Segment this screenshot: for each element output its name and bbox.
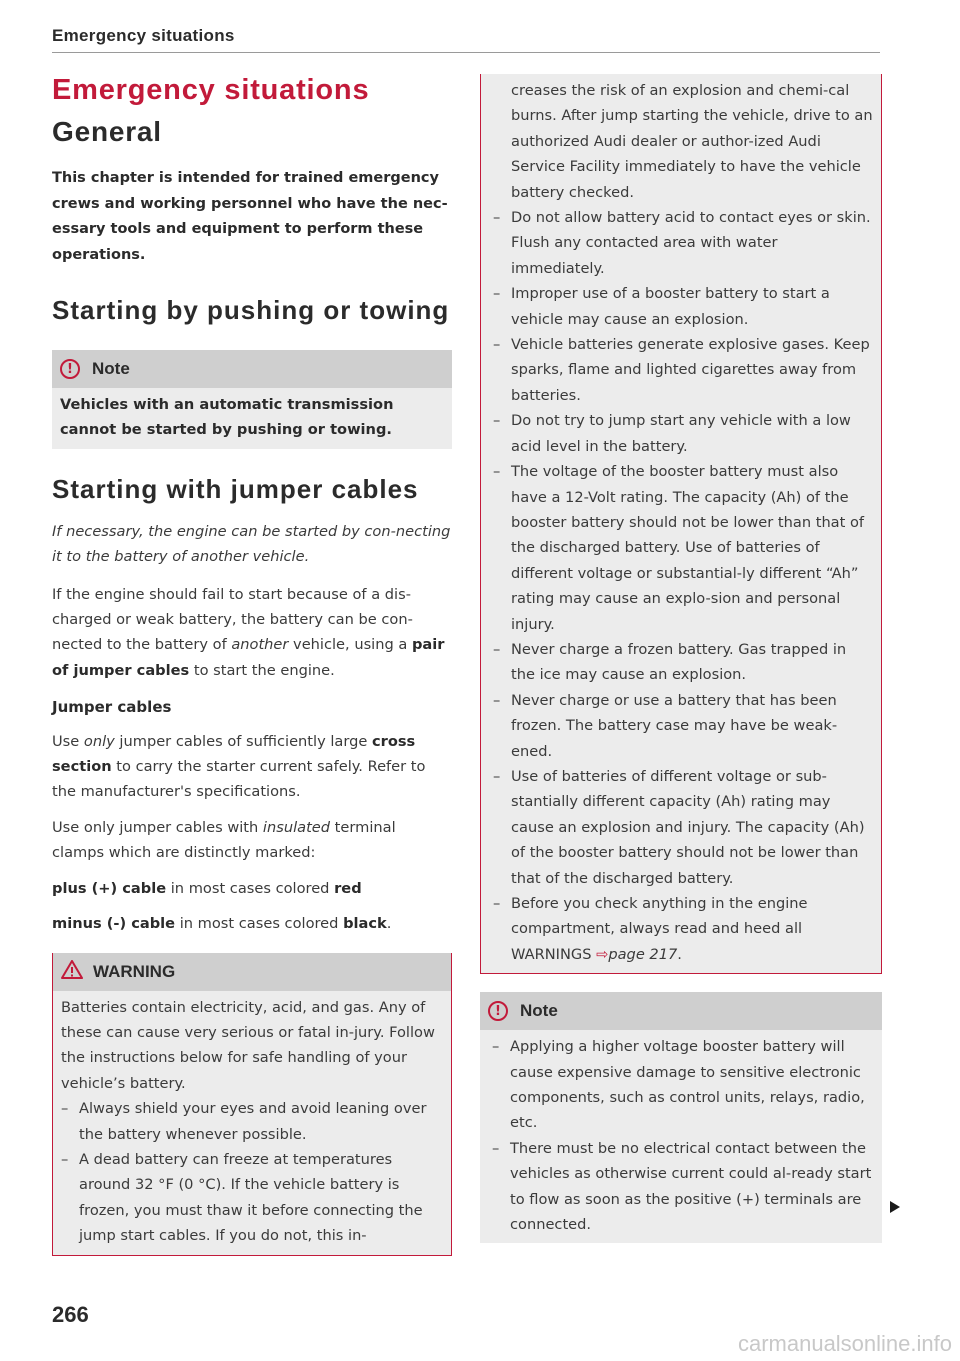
warning-label: WARNING [93, 961, 176, 981]
paragraph-insulated [52, 815, 452, 866]
heading-jumper: Starting with jumper cables [52, 473, 419, 504]
text-run: vehicle, using a [288, 636, 412, 654]
plus-cable-line [52, 876, 452, 901]
list-item: – Improper use of a booster battery to start a vehicle may cause an explosion. [493, 281, 873, 332]
running-header: Emergency situations [52, 26, 235, 45]
text-strong: minus (-) cable [52, 915, 176, 933]
list-item: – There must be no electrical contact between the vehicles as otherwise current could al-ready start to flow as soon as the positive (+) terminals are connected. [492, 1136, 874, 1238]
text-run: . [386, 915, 392, 933]
warning-continued-text: creases the risk of an explosion and chemi-cal burns. After jump starting the vehicle, drive to an authorized Audi dealer or author-ized Audi Service Facility immediately to have the vehicle battery checked. [511, 82, 873, 201]
text-emphasis: another [231, 636, 289, 654]
list-item: – The voltage of the booster battery must also have a 12-Volt rating. The capacity (Ah) of the booster battery should not be lower than that of the discharged battery. Use of batteries of different voltage or substantial-ly different “Ah” rating may cause an explo-sion and personal injury. [493, 459, 873, 637]
chapter-title: Emergency situations [52, 74, 370, 106]
warning-box [52, 953, 452, 1256]
text-run: Use [52, 732, 84, 750]
list-item: – Applying a higher voltage booster battery will cause expensive damage to sensitive electronic components, such as control units, relays, radio, etc. [492, 1034, 874, 1136]
heading-push-tow: Starting by pushing or towing [52, 295, 450, 325]
text-strong: black [343, 915, 387, 933]
exclamation-circle-icon: ! [488, 1001, 508, 1021]
note-body [480, 1030, 882, 1243]
exclamation-circle-icon: ! [60, 359, 80, 379]
note-header [480, 992, 882, 1030]
text-run: in most cases colored [175, 915, 344, 933]
warning-box-continued [480, 74, 882, 974]
text-run: jumper cables of sufficiently large [114, 732, 372, 750]
note-list [492, 1034, 874, 1237]
list-item: – Never charge or use a battery that has been frozen. The battery case may have be weak-ened. [493, 688, 873, 764]
text-strong: red [334, 879, 362, 897]
watermark: carmanualsonline.info [737, 1331, 952, 1356]
text-run: terminal clamps which are distinctly marked: [52, 818, 396, 862]
note-box-voltage [480, 992, 882, 1243]
page-reference-link[interactable]: page 217 [608, 945, 678, 963]
list-item: – Use of batteries of different voltage or sub-stantially different capacity (Ah) rating may cause an explosion and injury. The capacity (Ah) of the booster battery should not be lower than that of the discharged battery. [493, 764, 873, 891]
note-label: Note [92, 359, 130, 378]
note-label: Note [520, 1001, 558, 1021]
minus-cable-line [52, 911, 452, 936]
warning-header [53, 953, 451, 991]
warning-list [61, 1096, 443, 1248]
general-intro: This chapter is intended for trained emergency crews and working personnel who have the nec-essary tools and equipment to perform these operations. [52, 170, 448, 263]
note-text: Vehicles with an automatic transmission cannot be started by pushing or towing. [60, 396, 394, 439]
list-item: – Always shield your eyes and avoid leaning over the battery whenever possible. [61, 1096, 443, 1147]
text-emphasis: only [83, 732, 115, 750]
text-strong: pair of jumper cables [52, 636, 445, 679]
text-strong: cross section [52, 732, 416, 776]
subheading-jumper-cables: Jumper cables [52, 698, 172, 717]
text-strong: plus (+) cable [52, 879, 167, 897]
page-number: 266 [52, 1302, 89, 1327]
list-item: – Never charge a frozen battery. Gas trapped in the ice may cause an explosion. [493, 637, 873, 688]
warning-list [489, 205, 873, 967]
warning-body [53, 991, 451, 1255]
continue-arrow-icon [890, 1201, 900, 1213]
note-header [52, 350, 452, 388]
paragraph-cross-section [52, 729, 452, 805]
warning-text: Batteries contain electricity, acid, and gas. Any of these can cause very serious or fatal in-jury. Follow the instructions below for safe handling of your vehicle’s battery. [61, 998, 435, 1092]
text-run: Use only jumper cables with [52, 818, 263, 836]
arrow-right-icon: ⇨ [596, 945, 609, 963]
heading-general: General [52, 116, 162, 147]
text-run: If the engine should fail to start because of a dis-charged or weak battery, the battery can be con-nected to the battery of [52, 585, 413, 654]
right-column [480, 74, 882, 1243]
warning-triangle-icon [61, 960, 83, 984]
list-item: – Do not allow battery acid to contact eyes or skin. Flush any contacted area with water immediately. [493, 205, 873, 281]
text-run: Before you check anything in the engine compartment, always read and heed all WARNINGS [511, 895, 808, 963]
jumper-intro: If necessary, the engine can be started by con-necting it to the battery of another vehicle. [52, 522, 451, 566]
text-emphasis: insulated [262, 818, 331, 836]
text-run: in most cases colored [166, 879, 335, 897]
text-run: to carry the starter current safely. Refer to the manufacturer's specifications. [52, 758, 426, 801]
note-box-automatic [52, 350, 452, 449]
header-rule [52, 52, 880, 53]
list-item: – Vehicle batteries generate explosive gases. Keep sparks, flame and lighted cigarettes away from batteries. [493, 332, 873, 408]
left-column [52, 70, 452, 1256]
list-item: – Do not try to jump start any vehicle with a low acid level in the battery. [493, 408, 873, 459]
list-item [493, 891, 873, 967]
text-run: to start the engine. [189, 661, 335, 679]
text-run: . [677, 945, 682, 963]
list-item: – A dead battery can freeze at temperatures around 32 °F (0 °C). If the vehicle battery is frozen, you must thaw it before connecting the jump start cables. If you do not, this in- [61, 1147, 443, 1249]
paragraph-discharged [52, 582, 452, 684]
